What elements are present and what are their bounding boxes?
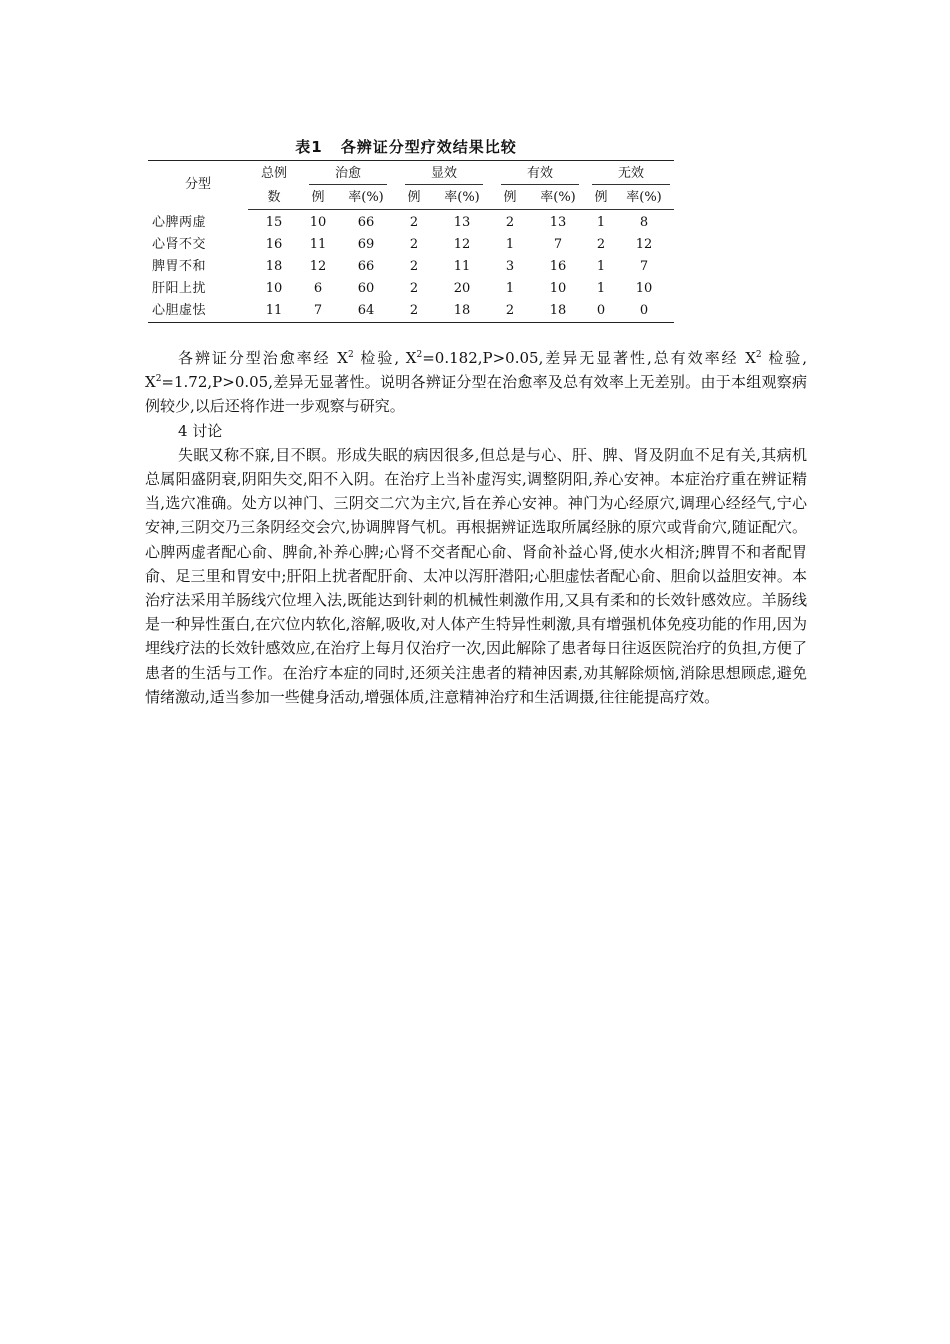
cell-eff-n: 2 [505, 215, 515, 230]
cell-cure-n: 10 [309, 215, 327, 230]
header-rate: 率(%) [336, 187, 396, 210]
header-type: 分型 [184, 177, 211, 193]
cell-eff-n: 1 [505, 237, 515, 252]
section-heading-discussion: 4 讨论 [178, 421, 223, 440]
cell-eff-r: 7 [553, 237, 563, 252]
cell-mark-n: 2 [409, 215, 419, 230]
table-row [148, 210, 674, 235]
cell-cure-n: 12 [309, 259, 327, 274]
table-row [148, 278, 674, 300]
cell-eff-r: 18 [549, 303, 567, 318]
table-row [148, 300, 674, 323]
cell-eff-r: 10 [549, 281, 567, 296]
table-row [148, 256, 674, 278]
header-group-cure: 治愈 [309, 164, 387, 185]
cell-none-r: 8 [639, 215, 649, 230]
cell-eff-r: 16 [549, 259, 567, 274]
table-row [148, 234, 674, 256]
cell-none-n: 1 [596, 281, 606, 296]
row-name: 肝阳上扰 [152, 281, 207, 296]
table-caption [138, 134, 674, 160]
header-group-effective: 有效 [501, 164, 579, 185]
cell-cure-r: 66 [357, 259, 375, 274]
cell-none-n: 1 [596, 259, 606, 274]
cell-cure-r: 60 [357, 281, 375, 296]
cell-eff-n: 1 [505, 281, 515, 296]
cell-mark-n: 2 [409, 281, 419, 296]
header-count: 例 [396, 187, 432, 210]
row-name: 脾胃不和 [152, 259, 207, 274]
row-name: 心肾不交 [152, 237, 207, 252]
header-total-bottom: 数 [248, 187, 300, 210]
cell-total: 16 [265, 237, 283, 252]
cell-mark-n: 2 [409, 237, 419, 252]
header-total-top: 总例 [260, 166, 287, 181]
table-label: 表1 [295, 138, 323, 156]
cell-cure-n: 11 [309, 237, 327, 252]
header-group-ineffective: 无效 [592, 164, 670, 185]
cell-mark-r: 11 [453, 259, 471, 274]
cell-mark-n: 2 [409, 259, 419, 274]
cell-none-r: 12 [635, 237, 653, 252]
cell-total: 10 [265, 281, 283, 296]
body-text [145, 346, 807, 709]
cell-none-r: 10 [635, 281, 653, 296]
cell-mark-r: 13 [453, 215, 471, 230]
cell-none-r: 7 [639, 259, 649, 274]
results-table-block [148, 134, 674, 323]
cell-none-n: 2 [596, 237, 606, 252]
cell-total: 18 [265, 259, 283, 274]
discussion-paragraph: 失眠又称不寐,目不瞑。形成失眠的病因很多,但总是与心、肝、脾、肾及阴血不足有关,其病机总属阳盛阴衰,阴阳失交,阳不入阴。在治疗上当补虚泻实,调整阴阳,养心安神。本症治疗重在辨证精当,选穴准确。处方以神门、三阴交二穴为主穴,旨在养心安神。神门为心经原穴,调理心经经气,宁心安神,三阴交乃三条阴经交会穴,协调脾肾气机。再根据辨证选取所属经脉的原穴或背俞穴,随证配穴。心脾两虚者配心俞、脾俞,补养心脾;心肾不交者配心俞、肾俞补益心肾,使水火相济;脾胃不和者配胃俞、足三里和胃安中;肝阳上扰者配肝俞、太冲以泻肝潜阳;心胆虚怯者配心俞、胆俞以益胆安神。本治疗法采用羊肠线穴位埋入法,既能达到针刺的机械性刺激作用,又具有柔和的长效针感效应。羊肠线是一种异性蛋白,在穴位内软化,溶解,吸收,对人体产生特异性刺激,具有增强机体免疫功能的作用,因为埋线疗法的长效针感效应,在治疗上每月仅治疗一次,因此解除了患者每日往返医院治疗的负担,方便了患者的生活与工作。在治疗本症的同时,还须关注患者的精神因素,劝其解除烦恼,消除思想顾虑,避免情绪激动,适当参加一些健身活动,增强体质,注意精神治疗和生活调摄,往往能提高疗效。 [145, 445, 807, 706]
cell-none-r: 0 [639, 303, 649, 318]
header-rate: 率(%) [614, 187, 674, 210]
cell-none-n: 1 [596, 215, 606, 230]
statistics-paragraph: 各辨证分型治愈率经 $X^2$ 检验, $X^2=0.182,P>0.05$,差异无显著性,总有效率经 $X^2$ 检验, $X^2=1.72,P>0.05$,差异无显著性。说明各辨证分型在治愈率及总有效率上无差别。由于本组观察病例较少,以后还将作进一步观察与研究。 [145, 349, 807, 416]
table-title: 各辨证分型疗效结果比较 [340, 138, 517, 156]
row-name: 心脾两虚 [152, 214, 207, 230]
header-count: 例 [492, 187, 528, 210]
cell-total: 15 [265, 215, 283, 230]
cell-eff-n: 3 [505, 259, 515, 274]
cell-none-n: 0 [596, 303, 606, 318]
cell-total: 11 [265, 303, 283, 318]
cell-cure-r: 66 [357, 215, 375, 230]
cell-mark-r: 18 [453, 303, 471, 318]
header-rate: 率(%) [432, 187, 492, 210]
results-table [148, 160, 674, 323]
cell-mark-r: 20 [453, 281, 471, 296]
cell-mark-n: 2 [409, 303, 419, 318]
header-count: 例 [588, 187, 614, 210]
header-count: 例 [300, 187, 336, 210]
cell-eff-n: 2 [505, 303, 515, 318]
cell-mark-r: 12 [453, 237, 471, 252]
cell-eff-r: 13 [549, 215, 567, 230]
cell-cure-r: 69 [357, 237, 375, 252]
header-rate: 率(%) [528, 187, 588, 210]
cell-cure-r: 64 [357, 303, 375, 318]
header-group-marked: 显效 [405, 164, 483, 185]
cell-cure-n: 7 [313, 303, 323, 318]
row-name: 心胆虚怯 [152, 303, 207, 318]
cell-cure-n: 6 [313, 281, 323, 296]
